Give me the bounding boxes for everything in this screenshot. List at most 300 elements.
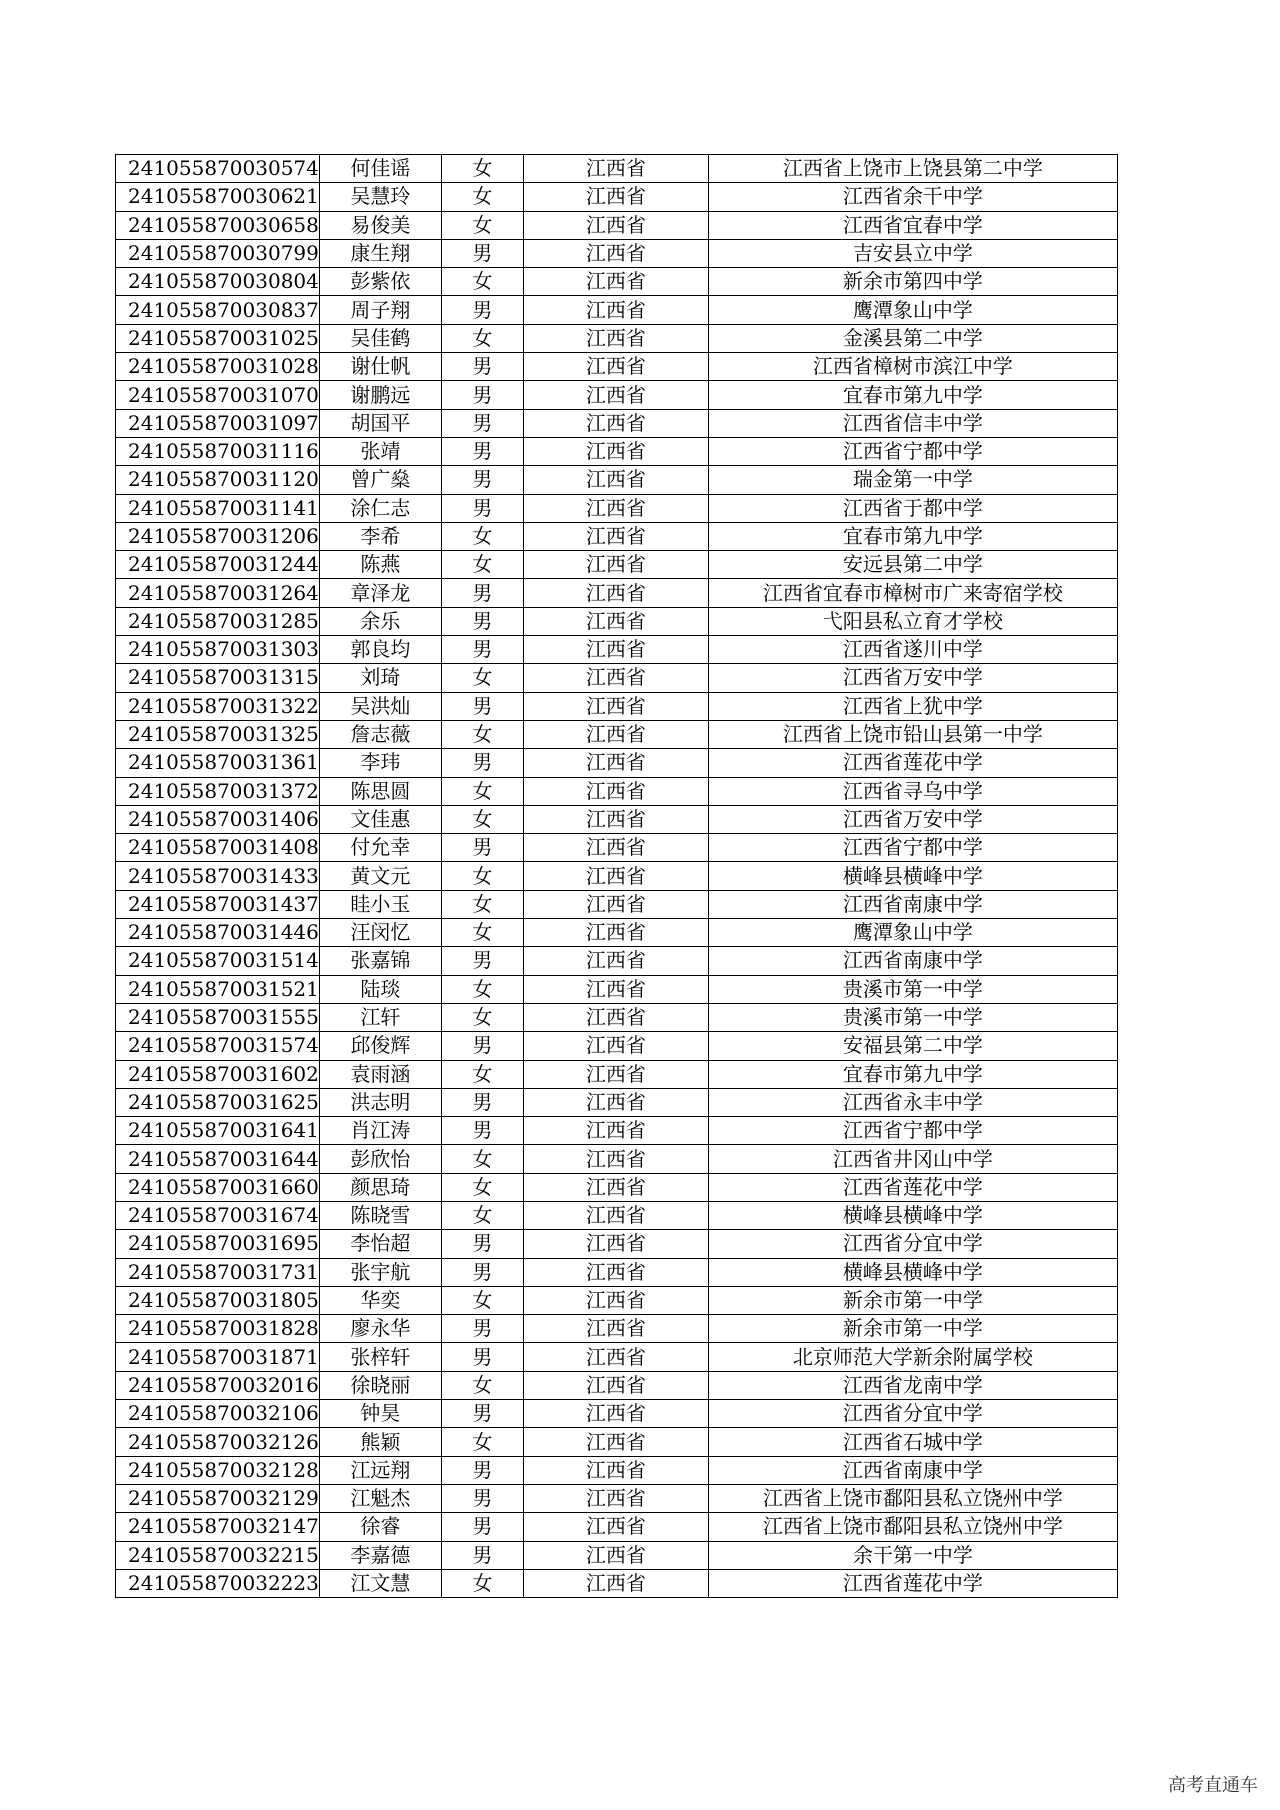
gender-cell: 男	[441, 692, 523, 720]
table-row	[116, 1258, 1118, 1286]
exam-id-cell: 241055870032223	[116, 1569, 320, 1597]
name-cell: 江魁杰	[319, 1484, 441, 1512]
gender-cell: 男	[441, 409, 523, 437]
table-row	[116, 1173, 1118, 1201]
name-cell: 涂仁志	[319, 494, 441, 522]
name-cell: 邱俊辉	[319, 1032, 441, 1060]
school-cell: 新余市第一中学	[708, 1315, 1117, 1343]
name-cell: 余乐	[319, 607, 441, 635]
exam-id-cell: 241055870031285	[116, 607, 320, 635]
province-cell: 江西省	[523, 1569, 708, 1597]
name-cell: 张梓轩	[319, 1343, 441, 1371]
exam-id-cell: 241055870030837	[116, 296, 320, 324]
table-row	[116, 1343, 1118, 1371]
table-row	[116, 1484, 1118, 1512]
table-row	[116, 551, 1118, 579]
province-cell: 江西省	[523, 155, 708, 183]
gender-cell: 男	[441, 636, 523, 664]
gender-cell: 男	[441, 1484, 523, 1512]
gender-cell: 男	[441, 239, 523, 267]
table-row	[116, 720, 1118, 748]
name-cell: 肖江涛	[319, 1117, 441, 1145]
province-cell: 江西省	[523, 381, 708, 409]
school-cell: 江西省万安中学	[708, 805, 1117, 833]
school-cell: 江西省上饶市鄱阳县私立饶州中学	[708, 1513, 1117, 1541]
table-row	[116, 749, 1118, 777]
name-cell: 江轩	[319, 1003, 441, 1031]
province-cell: 江西省	[523, 353, 708, 381]
exam-id-cell: 241055870031660	[116, 1173, 320, 1201]
table-row	[116, 1145, 1118, 1173]
gender-cell: 女	[441, 1003, 523, 1031]
name-cell: 吴佳鹤	[319, 324, 441, 352]
school-cell: 新余市第四中学	[708, 268, 1117, 296]
table-body	[116, 155, 1118, 1598]
gender-cell: 女	[441, 975, 523, 1003]
table-row	[116, 805, 1118, 833]
gender-cell: 女	[441, 1173, 523, 1201]
exam-id-cell: 241055870031025	[116, 324, 320, 352]
gender-cell: 男	[441, 579, 523, 607]
table-row	[116, 437, 1118, 465]
name-cell: 陈晓雪	[319, 1201, 441, 1229]
name-cell: 康生翔	[319, 239, 441, 267]
exam-id-cell: 241055870032128	[116, 1456, 320, 1484]
table-row	[116, 155, 1118, 183]
exam-id-cell: 241055870030574	[116, 155, 320, 183]
school-cell: 江西省石城中学	[708, 1428, 1117, 1456]
school-cell: 金溪县第二中学	[708, 324, 1117, 352]
exam-id-cell: 241055870031070	[116, 381, 320, 409]
name-cell: 钟昊	[319, 1400, 441, 1428]
province-cell: 江西省	[523, 975, 708, 1003]
exam-id-cell: 241055870031141	[116, 494, 320, 522]
province-cell: 江西省	[523, 1315, 708, 1343]
school-cell: 鹰潭象山中学	[708, 919, 1117, 947]
table-row	[116, 381, 1118, 409]
school-cell: 横峰县横峰中学	[708, 1201, 1117, 1229]
exam-id-cell: 241055870031325	[116, 720, 320, 748]
exam-id-cell: 241055870031437	[116, 890, 320, 918]
province-cell: 江西省	[523, 579, 708, 607]
name-cell: 张靖	[319, 437, 441, 465]
exam-id-cell: 241055870030799	[116, 239, 320, 267]
table-row	[116, 1032, 1118, 1060]
name-cell: 刘琦	[319, 664, 441, 692]
exam-id-cell: 241055870031120	[116, 466, 320, 494]
name-cell: 詹志薇	[319, 720, 441, 748]
table-row	[116, 211, 1118, 239]
province-cell: 江西省	[523, 1371, 708, 1399]
table-row	[116, 239, 1118, 267]
exam-id-cell: 241055870031644	[116, 1145, 320, 1173]
gender-cell: 女	[441, 1060, 523, 1088]
province-cell: 江西省	[523, 296, 708, 324]
gender-cell: 女	[441, 183, 523, 211]
name-cell: 何佳谣	[319, 155, 441, 183]
admission-list-table	[115, 154, 1118, 1598]
table-row	[116, 466, 1118, 494]
gender-cell: 男	[441, 607, 523, 635]
exam-id-cell: 241055870031871	[116, 1343, 320, 1371]
exam-id-cell: 241055870030621	[116, 183, 320, 211]
gender-cell: 女	[441, 324, 523, 352]
exam-id-cell: 241055870032016	[116, 1371, 320, 1399]
gender-cell: 女	[441, 155, 523, 183]
name-cell: 江文慧	[319, 1569, 441, 1597]
province-cell: 江西省	[523, 494, 708, 522]
table-row	[116, 183, 1118, 211]
name-cell: 周子翔	[319, 296, 441, 324]
name-cell: 付允幸	[319, 834, 441, 862]
province-cell: 江西省	[523, 1003, 708, 1031]
exam-id-cell: 241055870031303	[116, 636, 320, 664]
name-cell: 张宇航	[319, 1258, 441, 1286]
school-cell: 江西省信丰中学	[708, 409, 1117, 437]
gender-cell: 女	[441, 664, 523, 692]
gender-cell: 女	[441, 1428, 523, 1456]
gender-cell: 男	[441, 1513, 523, 1541]
school-cell: 江西省南康中学	[708, 890, 1117, 918]
table-row	[116, 296, 1118, 324]
province-cell: 江西省	[523, 1343, 708, 1371]
province-cell: 江西省	[523, 522, 708, 550]
gender-cell: 男	[441, 296, 523, 324]
table-row	[116, 324, 1118, 352]
name-cell: 熊颖	[319, 1428, 441, 1456]
exam-id-cell: 241055870031244	[116, 551, 320, 579]
province-cell: 江西省	[523, 749, 708, 777]
province-cell: 江西省	[523, 1173, 708, 1201]
table-row	[116, 607, 1118, 635]
gender-cell: 男	[441, 1400, 523, 1428]
province-cell: 江西省	[523, 805, 708, 833]
school-cell: 江西省樟树市滨江中学	[708, 353, 1117, 381]
exam-id-cell: 241055870031446	[116, 919, 320, 947]
table-row	[116, 1286, 1118, 1314]
exam-id-cell: 241055870032215	[116, 1541, 320, 1569]
school-cell: 瑞金第一中学	[708, 466, 1117, 494]
gender-cell: 女	[441, 1145, 523, 1173]
province-cell: 江西省	[523, 862, 708, 890]
school-cell: 横峰县横峰中学	[708, 862, 1117, 890]
province-cell: 江西省	[523, 551, 708, 579]
school-cell: 江西省上饶市上饶县第二中学	[708, 155, 1117, 183]
school-cell: 江西省上饶市铅山县第一中学	[708, 720, 1117, 748]
province-cell: 江西省	[523, 1400, 708, 1428]
province-cell: 江西省	[523, 1258, 708, 1286]
table-row	[116, 1315, 1118, 1343]
province-cell: 江西省	[523, 268, 708, 296]
province-cell: 江西省	[523, 947, 708, 975]
table-row	[116, 409, 1118, 437]
name-cell: 吴慧玲	[319, 183, 441, 211]
province-cell: 江西省	[523, 1456, 708, 1484]
name-cell: 吴洪灿	[319, 692, 441, 720]
name-cell: 谢鹏远	[319, 381, 441, 409]
gender-cell: 男	[441, 353, 523, 381]
gender-cell: 女	[441, 268, 523, 296]
school-cell: 余干第一中学	[708, 1541, 1117, 1569]
name-cell: 李怡超	[319, 1230, 441, 1258]
province-cell: 江西省	[523, 777, 708, 805]
school-cell: 江西省分宜中学	[708, 1230, 1117, 1258]
table-row	[116, 1088, 1118, 1116]
name-cell: 袁雨涵	[319, 1060, 441, 1088]
province-cell: 江西省	[523, 664, 708, 692]
exam-id-cell: 241055870031674	[116, 1201, 320, 1229]
gender-cell: 男	[441, 1117, 523, 1145]
table-row	[116, 692, 1118, 720]
exam-id-cell: 241055870031315	[116, 664, 320, 692]
gender-cell: 男	[441, 1343, 523, 1371]
gender-cell: 女	[441, 805, 523, 833]
exam-id-cell: 241055870031514	[116, 947, 320, 975]
name-cell: 徐睿	[319, 1513, 441, 1541]
province-cell: 江西省	[523, 1541, 708, 1569]
exam-id-cell: 241055870030804	[116, 268, 320, 296]
exam-id-cell: 241055870031602	[116, 1060, 320, 1088]
name-cell: 胡国平	[319, 409, 441, 437]
province-cell: 江西省	[523, 1230, 708, 1258]
table-row	[116, 1371, 1118, 1399]
gender-cell: 女	[441, 890, 523, 918]
school-cell: 北京师范大学新余附属学校	[708, 1343, 1117, 1371]
school-cell: 安福县第二中学	[708, 1032, 1117, 1060]
gender-cell: 女	[441, 862, 523, 890]
exam-id-cell: 241055870031433	[116, 862, 320, 890]
province-cell: 江西省	[523, 607, 708, 635]
gender-cell: 男	[441, 494, 523, 522]
school-cell: 贵溪市第一中学	[708, 1003, 1117, 1031]
name-cell: 章泽龙	[319, 579, 441, 607]
province-cell: 江西省	[523, 890, 708, 918]
watermark-text: 高考直通车	[1168, 1775, 1258, 1796]
exam-id-cell: 241055870031361	[116, 749, 320, 777]
table-row	[116, 353, 1118, 381]
exam-id-cell: 241055870031695	[116, 1230, 320, 1258]
gender-cell: 男	[441, 381, 523, 409]
school-cell: 江西省莲花中学	[708, 749, 1117, 777]
school-cell: 江西省于都中学	[708, 494, 1117, 522]
school-cell: 江西省南康中学	[708, 947, 1117, 975]
table-row	[116, 522, 1118, 550]
school-cell: 贵溪市第一中学	[708, 975, 1117, 1003]
school-cell: 江西省上犹中学	[708, 692, 1117, 720]
school-cell: 江西省永丰中学	[708, 1088, 1117, 1116]
gender-cell: 男	[441, 749, 523, 777]
name-cell: 黄文元	[319, 862, 441, 890]
exam-id-cell: 241055870031028	[116, 353, 320, 381]
name-cell: 谢仕帆	[319, 353, 441, 381]
name-cell: 彭欣怡	[319, 1145, 441, 1173]
name-cell: 颜思琦	[319, 1173, 441, 1201]
name-cell: 陈思圆	[319, 777, 441, 805]
table-row	[116, 1513, 1118, 1541]
province-cell: 江西省	[523, 919, 708, 947]
exam-id-cell: 241055870031731	[116, 1258, 320, 1286]
school-cell: 弋阳县私立育才学校	[708, 607, 1117, 635]
school-cell: 江西省龙南中学	[708, 1371, 1117, 1399]
name-cell: 彭紫依	[319, 268, 441, 296]
gender-cell: 男	[441, 947, 523, 975]
name-cell: 徐晓丽	[319, 1371, 441, 1399]
school-cell: 新余市第一中学	[708, 1286, 1117, 1314]
exam-id-cell: 241055870031097	[116, 409, 320, 437]
name-cell: 陆琰	[319, 975, 441, 1003]
table-row	[116, 1003, 1118, 1031]
school-cell: 江西省余干中学	[708, 183, 1117, 211]
gender-cell: 女	[441, 1201, 523, 1229]
province-cell: 江西省	[523, 720, 708, 748]
province-cell: 江西省	[523, 239, 708, 267]
province-cell: 江西省	[523, 1032, 708, 1060]
province-cell: 江西省	[523, 1513, 708, 1541]
exam-id-cell: 241055870031264	[116, 579, 320, 607]
province-cell: 江西省	[523, 636, 708, 664]
table-row	[116, 1400, 1118, 1428]
table-row	[116, 1541, 1118, 1569]
province-cell: 江西省	[523, 466, 708, 494]
province-cell: 江西省	[523, 1286, 708, 1314]
school-cell: 江西省万安中学	[708, 664, 1117, 692]
exam-id-cell: 241055870031206	[116, 522, 320, 550]
province-cell: 江西省	[523, 1484, 708, 1512]
table-row	[116, 1230, 1118, 1258]
school-cell: 江西省宁都中学	[708, 834, 1117, 862]
exam-id-cell: 241055870031555	[116, 1003, 320, 1031]
school-cell: 吉安县立中学	[708, 239, 1117, 267]
school-cell: 江西省宜春市樟树市广来寄宿学校	[708, 579, 1117, 607]
table-row	[116, 268, 1118, 296]
school-cell: 江西省分宜中学	[708, 1400, 1117, 1428]
gender-cell: 男	[441, 834, 523, 862]
school-cell: 宜春市第九中学	[708, 381, 1117, 409]
exam-id-cell: 241055870031805	[116, 1286, 320, 1314]
school-cell: 江西省井冈山中学	[708, 1145, 1117, 1173]
school-cell: 江西省莲花中学	[708, 1173, 1117, 1201]
school-cell: 江西省宁都中学	[708, 1117, 1117, 1145]
gender-cell: 男	[441, 1088, 523, 1116]
school-cell: 江西省南康中学	[708, 1456, 1117, 1484]
province-cell: 江西省	[523, 1117, 708, 1145]
exam-id-cell: 241055870032147	[116, 1513, 320, 1541]
gender-cell: 女	[441, 1569, 523, 1597]
school-cell: 江西省宁都中学	[708, 437, 1117, 465]
table-row	[116, 1117, 1118, 1145]
school-cell: 江西省遂川中学	[708, 636, 1117, 664]
province-cell: 江西省	[523, 183, 708, 211]
province-cell: 江西省	[523, 1428, 708, 1456]
exam-id-cell: 241055870031828	[116, 1315, 320, 1343]
exam-id-cell: 241055870032106	[116, 1400, 320, 1428]
table-row	[116, 777, 1118, 805]
name-cell: 廖永华	[319, 1315, 441, 1343]
table-row	[116, 636, 1118, 664]
table-row	[116, 494, 1118, 522]
province-cell: 江西省	[523, 834, 708, 862]
table-row	[116, 890, 1118, 918]
province-cell: 江西省	[523, 324, 708, 352]
name-cell: 易俊美	[319, 211, 441, 239]
table-row	[116, 919, 1118, 947]
exam-id-cell: 241055870031641	[116, 1117, 320, 1145]
school-cell: 宜春市第九中学	[708, 522, 1117, 550]
name-cell: 陈燕	[319, 551, 441, 579]
gender-cell: 女	[441, 777, 523, 805]
name-cell: 张嘉锦	[319, 947, 441, 975]
school-cell: 宜春市第九中学	[708, 1060, 1117, 1088]
exam-id-cell: 241055870031408	[116, 834, 320, 862]
gender-cell: 男	[441, 1315, 523, 1343]
name-cell: 华奕	[319, 1286, 441, 1314]
province-cell: 江西省	[523, 409, 708, 437]
province-cell: 江西省	[523, 692, 708, 720]
name-cell: 洪志明	[319, 1088, 441, 1116]
table-row	[116, 1060, 1118, 1088]
province-cell: 江西省	[523, 1145, 708, 1173]
school-cell: 鹰潭象山中学	[708, 296, 1117, 324]
name-cell: 李嘉德	[319, 1541, 441, 1569]
gender-cell: 男	[441, 1032, 523, 1060]
name-cell: 曾广燊	[319, 466, 441, 494]
table-row	[116, 1569, 1118, 1597]
province-cell: 江西省	[523, 211, 708, 239]
exam-id-cell: 241055870031574	[116, 1032, 320, 1060]
name-cell: 李希	[319, 522, 441, 550]
gender-cell: 女	[441, 551, 523, 579]
gender-cell: 女	[441, 522, 523, 550]
gender-cell: 男	[441, 1541, 523, 1569]
table-row	[116, 975, 1118, 1003]
gender-cell: 女	[441, 1286, 523, 1314]
table-row	[116, 862, 1118, 890]
name-cell: 李玮	[319, 749, 441, 777]
exam-id-cell: 241055870032126	[116, 1428, 320, 1456]
province-cell: 江西省	[523, 1201, 708, 1229]
table-row	[116, 579, 1118, 607]
table-row	[116, 1201, 1118, 1229]
gender-cell: 男	[441, 1230, 523, 1258]
school-cell: 江西省寻乌中学	[708, 777, 1117, 805]
gender-cell: 女	[441, 1371, 523, 1399]
school-cell: 安远县第二中学	[708, 551, 1117, 579]
exam-id-cell: 241055870031372	[116, 777, 320, 805]
name-cell: 汪闵忆	[319, 919, 441, 947]
table-row	[116, 664, 1118, 692]
exam-id-cell: 241055870031322	[116, 692, 320, 720]
exam-id-cell: 241055870030658	[116, 211, 320, 239]
school-cell: 江西省宜春中学	[708, 211, 1117, 239]
exam-id-cell: 241055870031521	[116, 975, 320, 1003]
exam-id-cell: 241055870032129	[116, 1484, 320, 1512]
table-row	[116, 834, 1118, 862]
name-cell: 江远翔	[319, 1456, 441, 1484]
gender-cell: 女	[441, 211, 523, 239]
school-cell: 江西省莲花中学	[708, 1569, 1117, 1597]
gender-cell: 男	[441, 1258, 523, 1286]
province-cell: 江西省	[523, 1088, 708, 1116]
table-row	[116, 1456, 1118, 1484]
exam-id-cell: 241055870031406	[116, 805, 320, 833]
gender-cell: 男	[441, 1456, 523, 1484]
gender-cell: 女	[441, 720, 523, 748]
table-row	[116, 947, 1118, 975]
gender-cell: 男	[441, 437, 523, 465]
gender-cell: 女	[441, 919, 523, 947]
table-row	[116, 1428, 1118, 1456]
exam-id-cell: 241055870031625	[116, 1088, 320, 1116]
